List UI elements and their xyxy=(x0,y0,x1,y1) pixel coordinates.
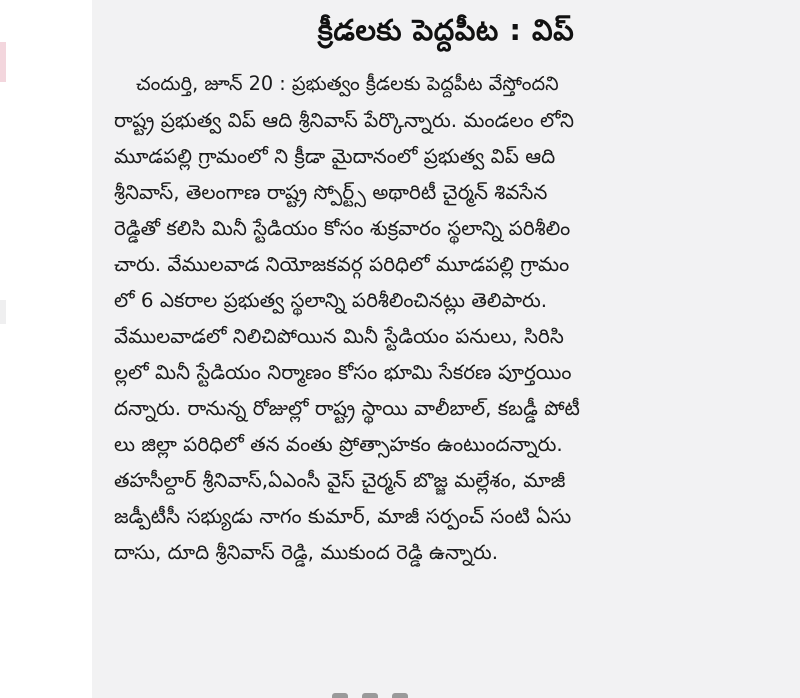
article-line: లో 6 ఎకరాల ప్రభుత్వ స్థలాన్ని పరిశీలించినట్లు తెలిపారు. xyxy=(114,288,548,312)
news-clipping xyxy=(92,0,800,698)
adjacent-column-edge xyxy=(0,300,6,324)
article-line: దన్నారు. రానున్న రోజుల్లో రాష్ట్ర స్థాయి వాలీబాల్, కబడ్డీ పోటీ xyxy=(114,396,580,420)
article-line: వేములవాడలో నిలిచిపోయిన మినీ స్టేడియం పనులు, సిరిసి xyxy=(114,324,564,348)
cut-off-glyph xyxy=(392,693,408,698)
left-margin-strip xyxy=(0,0,92,698)
cut-off-glyph xyxy=(332,693,348,698)
article-line: లు జిల్లా పరిధిలో తన వంతు ప్రోత్సాహకం ఉంటుందన్నారు. xyxy=(114,432,563,456)
article-line: రాష్ట్ర ప్రభుత్వ విప్ ఆది శ్రీనివాస్ పేర్కొన్నారు. మండలం లోని xyxy=(114,108,574,132)
article-line: ల్లలో మినీ స్టేడియం నిర్మాణం కోసం భూమి సేకరణ పూర్తయిం xyxy=(114,360,572,384)
article-line: చారు. వేములవాడ నియోజకవర్గ పరిధిలో మూడపల్లి గ్రామం xyxy=(114,252,570,276)
article-line: జడ్పీటీసీ సభ్యుడు నాగం కుమార్, మాజీ సర్పంచ్ సంటి ఏసు xyxy=(114,504,572,528)
article-line: రెడ్డితో కలిసి మినీ స్టేడియం కోసం శుక్రవారం స్థలాన్ని పరిశీలిం xyxy=(114,216,571,240)
article-headline: క్రీడలకు పెద్దపీట : విప్ xyxy=(317,13,575,47)
adjacent-column-edge xyxy=(0,42,6,82)
cut-off-glyph xyxy=(362,693,378,698)
article-line: మూడపల్లి గ్రామంలో ని క్రీడా మైదానంలో ప్రభుత్వ విప్ ఆది xyxy=(114,144,556,168)
article-line: దాసు, దూది శ్రీనివాస్ రెడ్డి, ముకుంద రెడ్డి ఉన్నారు. xyxy=(114,540,499,564)
article-line: శ్రీనివాస్, తెలంగాణ రాష్ట్ర స్పోర్ట్స్ అథారిటీ చైర్మన్ శివసేన xyxy=(114,180,548,204)
article-body xyxy=(114,66,782,570)
cut-off-next-headline xyxy=(332,686,452,698)
article-line: చందుర్తి, జూన్ 20 : ప్రభుత్వం క్రీడలకు పెద్దపీట వేస్తోందని xyxy=(136,72,559,95)
article-line: తహసీల్దార్ శ్రీనివాస్,ఏఎంసీ వైస్ చైర్మన్ బొజ్జ మల్లేశం, మాజీ xyxy=(114,468,566,492)
